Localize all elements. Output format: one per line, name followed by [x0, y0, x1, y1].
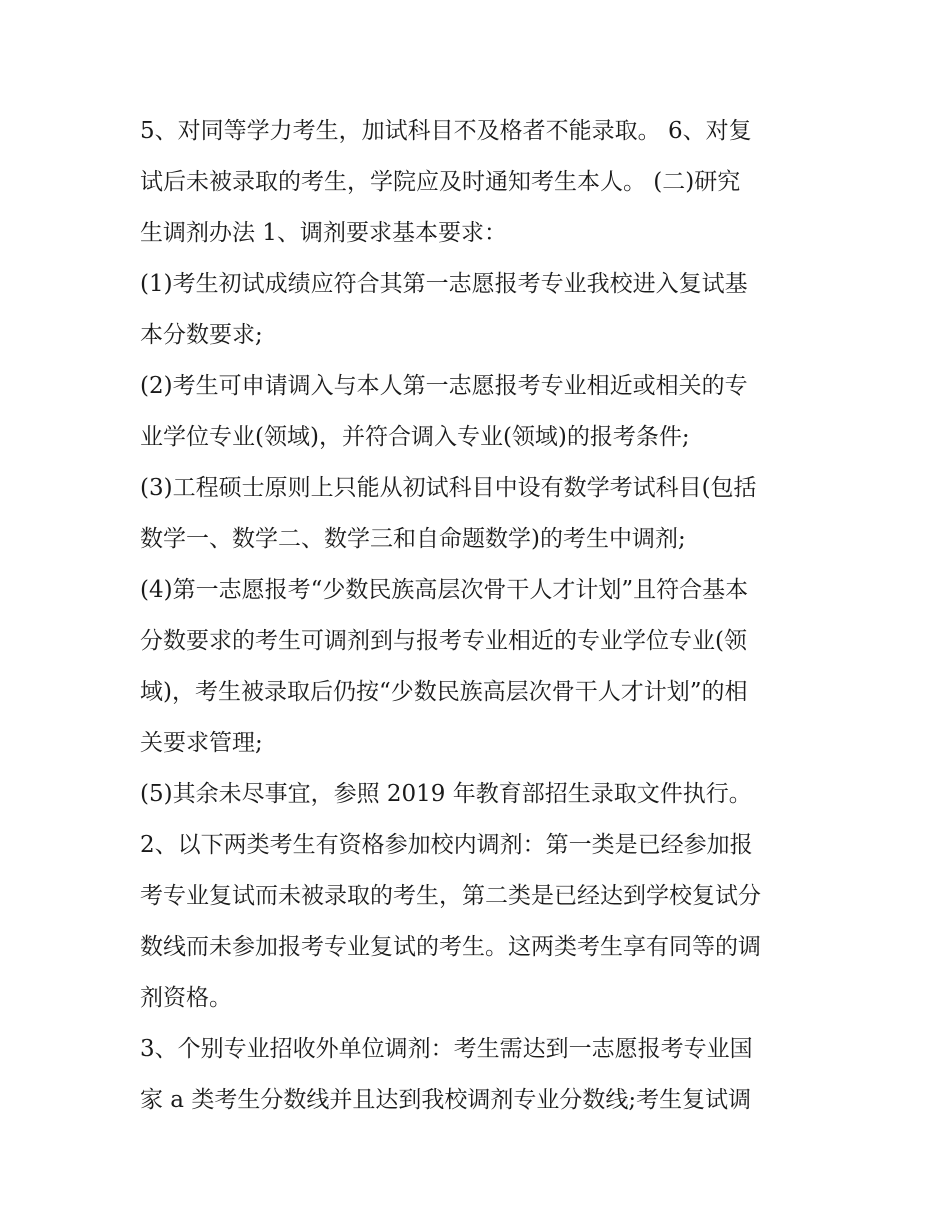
paragraph-item-2 — [140, 361, 820, 463]
text-line: 试后未被录取的考生，学院应及时通知考生本人。 (二)研究 — [140, 169, 741, 195]
text-line: 2、以下两类考生有资格参加校内调剂：第一类是已经参加报 — [140, 832, 753, 858]
text-line: 分数要求的考生可调剂到与报考专业相近的专业学位专业(领 — [140, 628, 747, 654]
text-line: 业学位专业(领域)，并符合调入专业(领域)的报考条件; — [140, 424, 690, 450]
text-line: 剂资格。 — [140, 985, 232, 1011]
text-line: (5)其余未尽事宜，参照 2019 年教育部招生录取文件执行。 — [140, 781, 752, 807]
paragraph-section-2 — [140, 820, 820, 1024]
paragraph-item-3 — [140, 463, 820, 565]
text-line: (3)工程硕士原则上只能从初试科目中设有数学考试科目(包括 — [140, 475, 757, 501]
text-line: 数线而未参加报考专业复试的考生。这两类考生享有同等的调 — [140, 934, 761, 960]
text-line: 考专业复试而未被录取的考生，第二类是已经达到学校复试分 — [140, 883, 761, 909]
document-body — [140, 106, 820, 1126]
text-line: (4)第一志愿报考“少数民族高层次骨干人才计划”且符合基本 — [140, 577, 749, 603]
paragraph-item-1 — [140, 259, 820, 361]
text-line: (2)考生可申请调入与本人第一志愿报考专业相近或相关的专 — [140, 373, 748, 399]
text-line: 5、对同等学力考生，加试科目不及格者不能录取。 6、对复 — [140, 118, 752, 144]
paragraph-item-4 — [140, 565, 820, 769]
text-line: 生调剂办法 1、调剂要求基本要求： — [140, 220, 507, 246]
text-line: 关要求管理; — [140, 730, 263, 756]
text-line: 3、个别专业招收外单位调剂：考生需达到一志愿报考专业国 — [140, 1036, 753, 1062]
paragraph-section-3 — [140, 1024, 820, 1126]
paragraph-admission-rules — [140, 106, 820, 259]
text-line: 域)，考生被录取后仍按“少数民族高层次骨干人才计划”的相 — [140, 679, 748, 705]
text-line: 家 a 类考生分数线并且达到我校调剂专业分数线;考生复试调 — [140, 1087, 752, 1113]
text-line: 数学一、数学二、数学三和自命题数学)的考生中调剂; — [140, 526, 686, 552]
text-line: 本分数要求; — [140, 322, 263, 348]
text-line: (1)考生初试成绩应符合其第一志愿报考专业我校进入复试基 — [140, 271, 748, 297]
paragraph-item-5 — [140, 769, 820, 820]
